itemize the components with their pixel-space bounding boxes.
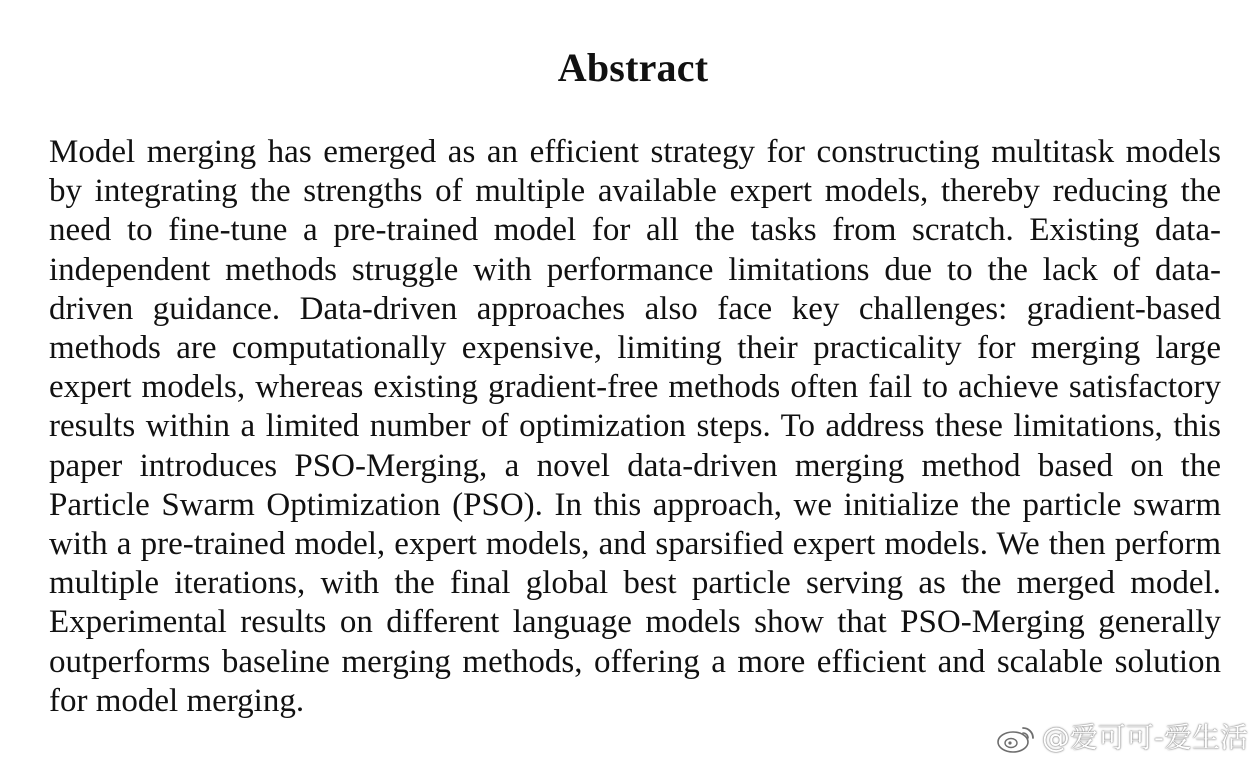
watermark (996, 720, 1248, 756)
watermark-text: @爱可可-爱生活 (1041, 721, 1248, 754)
abstract-title: Abstract (557, 45, 709, 90)
abstract-body: Model merging has emerged as an efficient strategy for constructing multitask models by integrating the strengths of multiple available expert models, thereby reducing the need to fine-tune a pre-trained model for all the tasks from scratch. Existing data-independent methods struggle with performance limitations due to the lack of data-driven guidance. Data-driven approaches also face key challenges: gradient-based methods are computationally expensive, limiting their practicality for merging large expert models, whereas existing gradient-free methods often fail to achieve satisfactory results within a limited number of optimization steps. To address these limitations, this paper introduces PSO-Merging, a novel data-driven merging method based on the Particle Swarm Optimization (PSO). In this approach, we initialize the particle swarm with a pre-trained model, expert models, and sparsified expert models. We then perform multiple iterations, with the final global best particle serving as the merged model. Experimental results on different language models show that PSO-Merging generally outperforms baseline merging methods, offering a more efficient and scalable solution for model merging. (49, 134, 1221, 719)
weibo-icon (996, 722, 1036, 754)
